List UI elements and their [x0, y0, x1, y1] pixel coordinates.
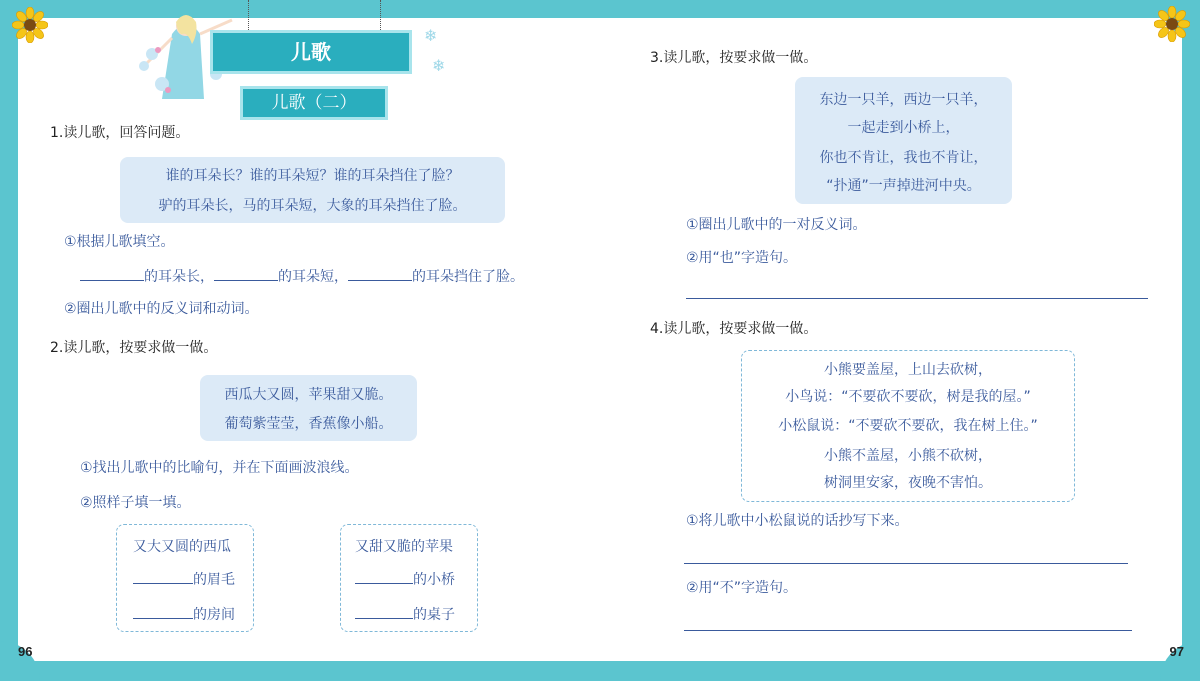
answer-blank[interactable] [80, 266, 144, 281]
answer-blank[interactable] [355, 569, 413, 584]
question-3-sub-2: ②用“也”字造句。 [686, 250, 798, 266]
poem-line: 树洞里安家，夜晚不害怕。 [824, 475, 992, 491]
question-2-sub-2: ②照样子填一填。 [80, 495, 191, 511]
answer-blank[interactable] [133, 604, 193, 619]
fill-text: 的耳朵长， [144, 269, 214, 285]
page-number-right: 97 [1169, 644, 1184, 659]
poem-line: 谁的耳朵长？谁的耳朵短？谁的耳朵挡住了脸？ [165, 168, 460, 184]
banner-string [248, 0, 249, 32]
answer-blank[interactable] [133, 569, 193, 584]
poem-line: 驴的耳朵长，马的耳朵短，大象的耳朵挡住了脸。 [158, 198, 467, 214]
question-4-sub-1: ①将儿歌中小松鼠说的话抄写下来。 [686, 513, 909, 529]
question-4-sub-2: ②用“不”字造句。 [686, 580, 798, 596]
example-item [133, 604, 235, 624]
fill-text: 的耳朵短， [278, 269, 348, 285]
poem-box-1 [120, 157, 505, 223]
poem-line: 小熊要盖屋，上山去砍树， [824, 362, 992, 378]
question-2-sub-1: ①找出儿歌中的比喻句，并在下面画波浪线。 [80, 460, 359, 476]
snowflake-icon: ❄ [424, 26, 438, 45]
answer-blank[interactable] [355, 604, 413, 619]
question-3-title: 3.读儿歌，按要求做一做。 [650, 50, 818, 66]
poem-box-2 [200, 375, 417, 441]
answer-blank[interactable] [214, 266, 278, 281]
question-1-sub-2: ②圈出儿歌中的反义词和动词。 [64, 301, 259, 317]
example-item-text: 的眉毛 [193, 572, 235, 588]
fill-in-sentence [80, 266, 524, 286]
poem-line: “扑通”一声掉进河中央。 [826, 178, 981, 194]
example-item-text: 的桌子 [413, 607, 455, 623]
poem-line: 小松鼠说：“不要砍不要砍，我在树上住。” [778, 418, 1038, 434]
poem-line: 葡萄紫莹莹，香蕉像小船。 [224, 416, 393, 432]
poem-line: 你也不肯让，我也不肯让， [819, 150, 988, 166]
sunflower-icon [1154, 6, 1190, 42]
example-item [355, 604, 455, 624]
answer-blank[interactable] [348, 266, 412, 281]
lesson-title: 儿歌 [210, 30, 412, 74]
poem-line: 小熊不盖屋，小熊不砍树， [824, 448, 992, 464]
question-1-sub-1: ①根据儿歌填空。 [64, 234, 175, 250]
question-1-title: 1.读儿歌，回答问题。 [50, 125, 190, 141]
snowflake-icon: ❄ [432, 56, 446, 75]
page-number-left: 96 [18, 644, 33, 659]
answer-line[interactable] [684, 563, 1128, 564]
example-item-text: 的小桥 [413, 572, 455, 588]
example-box-1 [116, 524, 254, 632]
lesson-subtitle: 儿歌（二） [240, 86, 388, 120]
fill-text: 的耳朵挡住了脸。 [412, 269, 524, 285]
example-model: 又甜又脆的苹果 [355, 539, 453, 555]
example-item [355, 569, 455, 589]
poem-line: 东边一只羊，西边一只羊， [819, 92, 988, 108]
example-model: 又大又圆的西瓜 [133, 539, 231, 555]
question-3-sub-1: ①圈出儿歌中的一对反义词。 [686, 217, 867, 233]
example-item-text: 的房间 [193, 607, 235, 623]
question-4-title: 4.读儿歌，按要求做一做。 [650, 321, 818, 337]
question-2-title: 2.读儿歌，按要求做一做。 [50, 340, 218, 356]
example-box-2 [340, 524, 478, 632]
banner-string [380, 0, 381, 32]
sunflower-icon [12, 7, 48, 43]
example-item [133, 569, 235, 589]
poem-line: 西瓜大又圆，苹果甜又脆。 [224, 387, 393, 403]
answer-line[interactable] [686, 298, 1148, 299]
poem-box-3 [795, 77, 1012, 204]
answer-line[interactable] [684, 630, 1132, 631]
poem-box-4 [741, 350, 1075, 502]
poem-line: 小鸟说：“不要砍不要砍，树是我的屋。” [785, 389, 1031, 405]
poem-line: 一起走到小桥上， [847, 120, 960, 136]
